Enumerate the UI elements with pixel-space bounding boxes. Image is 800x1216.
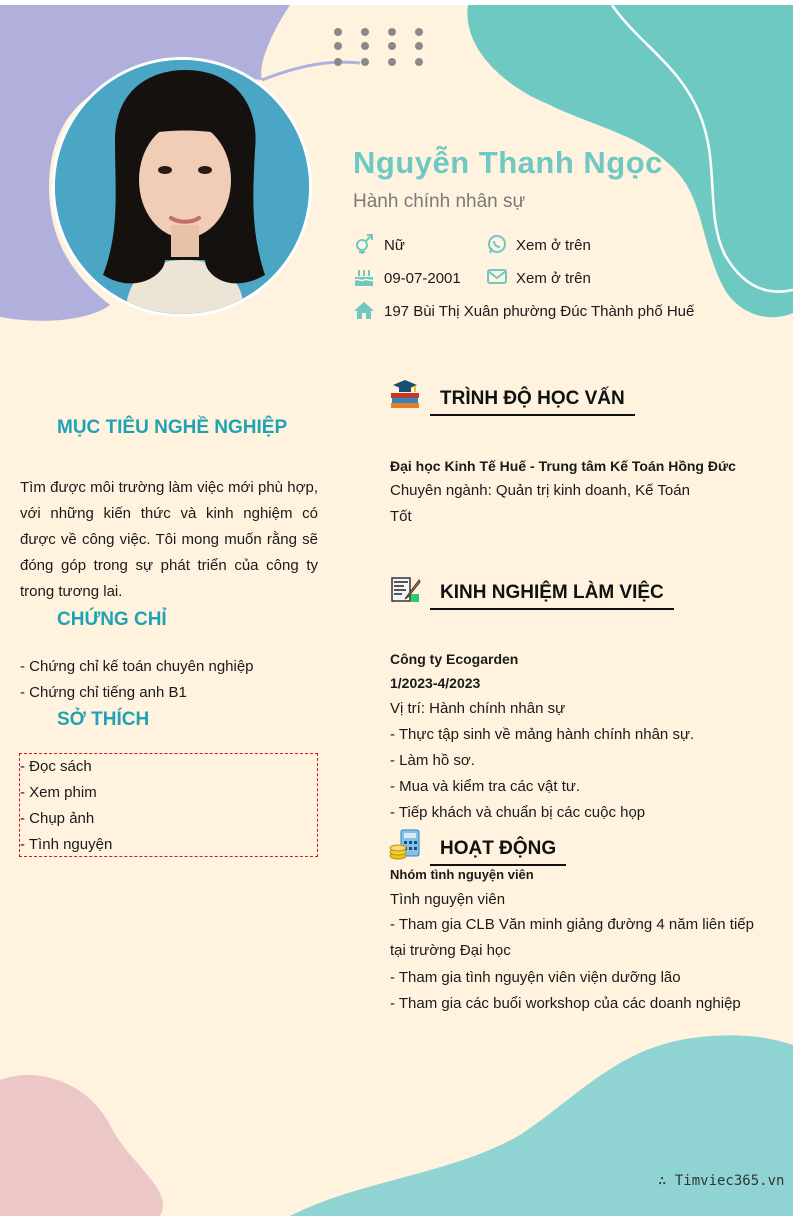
candidate-name: Nguyễn Thanh Ngọc [353,145,663,180]
hobby-item: - Chụp ảnh [20,810,95,827]
hobbies-heading: SỞ THÍCH [57,709,150,730]
hobby-item: - Tình nguyện [20,836,113,853]
activity-role: Tình nguyện viên [390,891,506,908]
whatsapp-icon [486,234,508,254]
education-heading: TRÌNH ĐỘ HỌC VẤN [430,388,635,416]
certificates-heading: CHỨNG CHỈ [57,609,167,630]
work-position: Vị trí: Hành chính nhân sự [390,700,566,717]
phone-value: Xem ở trên [516,237,591,254]
objective-heading: MỤC TIÊU NGHỀ NGHIỆP [57,417,288,438]
activity-item: - Tham gia CLB Văn minh giảng đường 4 năm liên tiếp tại trường Đại học [390,916,754,959]
email-value: Xem ở trên [516,270,591,287]
mail-icon [486,267,508,287]
education-books-icon [389,377,421,409]
address-value: 197 Bùi Thị Xuân phường Đúc Thành phố Huế [384,303,695,320]
home-icon [353,300,375,320]
hobby-item: - Xem phim [20,784,97,801]
work-period: 1/2023-4/2023 [390,675,481,691]
hobby-item: - Đọc sách [20,758,92,775]
lavender-line [262,62,360,80]
major: Chuyên ngành: Quản trị kinh doanh, Kế Toán [390,482,690,499]
gender-value: Nữ [384,237,405,254]
work-task: - Làm hồ sơ. [390,752,475,769]
work-experience-icon [389,572,421,604]
birthdate-value: 09-07-2001 [384,270,461,287]
activity-item: - Tham gia các buổi workshop của các doanh nghiệp [390,995,741,1012]
activities-heading: HOẠT ĐỘNG [430,838,566,866]
experience-heading: KINH NGHIỆM LÀM VIỆC [430,582,674,610]
job-title: Hành chính nhân sự [353,191,526,212]
portrait-illustration [55,60,312,317]
certificate-item: - Chứng chỉ tiếng anh B1 [20,684,187,701]
activity-item: - Tham gia tình nguyện viên viện dưỡng lão [390,969,681,986]
objective-text: Tìm được môi trường làm việc mới phù hợp, với những kiến thức và kinh nghiệm có được về công việc. Tôi mong muốn rằng sẽ đóng góp trong sự phát triển của công ty trong tương lai. [20,479,318,600]
certificate-item: - Chứng chỉ kế toán chuyên nghiệp [20,658,254,675]
work-task: - Tiếp khách và chuẩn bị các cuộc họp [390,804,646,821]
company-name: Công ty Ecogarden [390,651,519,667]
birthday-cake-icon [353,267,375,287]
grade: Tốt [390,508,412,525]
gender-icon [353,234,375,254]
pink-blob [0,1075,163,1216]
work-task: - Thực tập sinh về mảng hành chính nhân sự. [390,726,695,743]
activities-coins-icon [389,828,421,860]
cv-page [0,5,793,1216]
watermark: ∴ Timviec365.vn [658,1173,785,1189]
dot-grid [334,28,423,66]
school-name: Đại học Kinh Tế Huế - Trung tâm Kế Toán Hồng Đức [390,458,736,474]
avatar [52,57,312,317]
work-task: - Mua và kiểm tra các vật tư. [390,778,581,795]
activity-org: Nhóm tình nguyện viên [390,867,534,882]
